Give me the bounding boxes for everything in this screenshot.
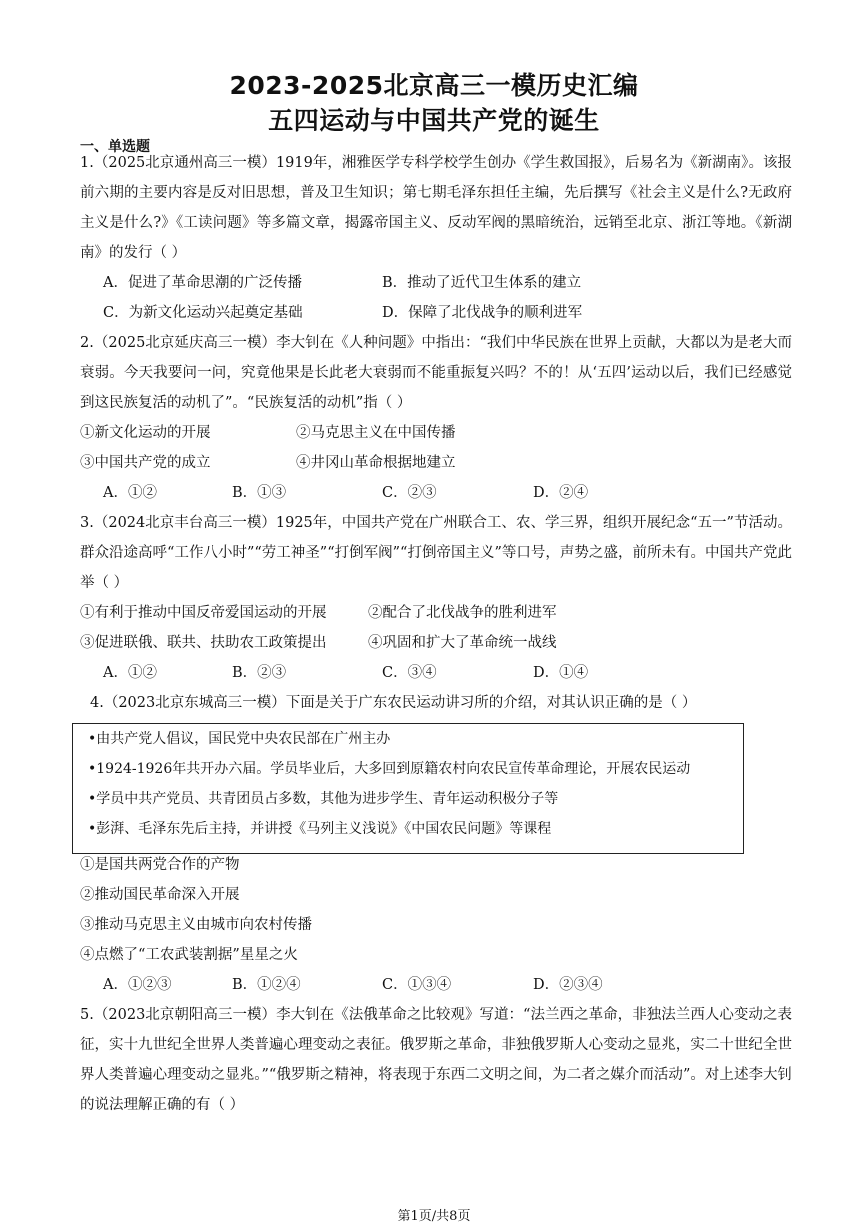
question-2-option-b: B．①③ [232, 485, 287, 501]
question-1-option-c: C．为新文化运动兴起奠定基础 [103, 305, 303, 321]
question-1-option-a: A．促进了革命思潮的广泛传播 [103, 275, 302, 291]
question-4-option-d: D．②③④ [533, 977, 603, 993]
page-title-line2: 五四运动与中国共产党的诞生 [268, 106, 600, 135]
info-box-line: •彭湃、毛泽东先后主持，并讲授《马列主义浅说》《中国农民问题》等课程 [88, 821, 552, 837]
info-box-line: •1924-1926年共开办六届。学员毕业后，大多回到原籍农村向农民宣传革命理论，开展农民运动 [88, 761, 691, 777]
question-3-statement-1: ①有利于推动中国反帝爱国运动的开展 [80, 605, 327, 621]
question-4-statement-3: ③推动马克思主义由城市向农村传播 [80, 917, 312, 933]
page-title-line1: 2023-2025北京高三一模历史汇编 [229, 71, 639, 100]
question-2-option-d: D．②④ [533, 485, 589, 501]
question-2-statement-2: ②马克思主义在中国传播 [296, 425, 456, 441]
page-footer: 第1页/共8页 [397, 1209, 471, 1224]
question-4-option-a: A．①②③ [103, 977, 172, 993]
question-3-statement-3: ③促进联俄、联共、扶助农工政策提出 [80, 635, 327, 651]
question-4-statement-2: ②推动国民革命深入开展 [80, 887, 240, 903]
question-3-statement-2: ②配合了北伐战争的胜利进军 [368, 605, 557, 621]
question-1-stem: 1.（2025北京通州高三一模）1919年，湘雅医学专科学校学生创办《学生救国报》，后易名为《新湖南》。该报前六期的主要内容是反对旧思想，普及卫生知识；第七期毛泽东担任主编，先后撰写《社会主义是什么?无政府主义是什么?》《工读问题》等多篇文章，揭露帝国主义、反动军阀的黑暗统治，远销至北京、浙江等地。《新湖南》的发行（ ） [80, 155, 792, 261]
info-box-line: •学员中共产党员、共青团员占多数，其他为进步学生、青年运动积极分子等 [88, 791, 559, 807]
question-1-option-b: B．推动了近代卫生体系的建立 [382, 275, 582, 291]
section-heading: 一、单选题 [80, 139, 150, 155]
question-3-statement-4: ④巩固和扩大了革命统一战线 [368, 635, 557, 651]
info-box-line: •由共产党人倡议，国民党中央农民部在广州主办 [88, 731, 391, 747]
question-3-option-d: D．①④ [533, 665, 589, 681]
question-2-stem: 2.（2025北京延庆高三一模）李大钊在《人种问题》中指出：“我们中华民族在世界上贡献，大都以为是老大而衰弱。今天我要问一问，究竟他果是长此老大衰弱而不能重振复兴吗？不的！从‘五四’运动以后，我们已经感觉到这民族复活的动机了”。“民族复活的动机”指（ ） [80, 335, 792, 411]
question-2-option-c: C．②③ [382, 485, 437, 501]
question-4-stem: 4.（2023北京东城高三一模）下面是关于广东农民运动讲习所的介绍，对其认识正确的是（ ） [90, 695, 697, 711]
question-4-option-c: C．①③④ [382, 977, 452, 993]
question-2-option-a: A．①② [103, 485, 157, 501]
question-3-option-b: B．②③ [232, 665, 287, 681]
question-2-statement-3: ③中国共产党的成立 [80, 455, 211, 471]
question-2-statement-4: ④井冈山革命根据地建立 [296, 455, 456, 471]
question-3-stem: 3.（2024北京丰台高三一模）1925年，中国共产党在广州联合工、农、学三界，组织开展纪念“五一”节活动。群众沿途高呼“工作八小时”“劳工神圣”“打倒军阀”“打倒帝国主义”等口号，声势之盛，前所未有。中国共产党此举（ ） [80, 515, 792, 591]
question-5-stem: 5.（2023北京朝阳高三一模）李大钊在《法俄革命之比较观》写道：“法兰西之革命，非独法兰西人心变动之表征，实十九世纪全世界人类普遍心理变动之表征。俄罗斯之革命，非独俄罗斯人心变动之显兆，实二十世纪全世界人类普遍心理变动之显兆。”“俄罗斯之精神，将表现于东西二文明之间，为二者之媒介而活动”。对上述李大钊的说法理解正确的有（ ） [80, 1007, 792, 1113]
question-4-statement-1: ①是国共两党合作的产物 [80, 857, 240, 873]
question-3-option-a: A．①② [103, 665, 157, 681]
question-2-statement-1: ①新文化运动的开展 [80, 425, 211, 441]
question-1-option-d: D．保障了北伐战争的顺利进军 [382, 305, 583, 321]
question-4-option-b: B．①②④ [232, 977, 301, 993]
question-3-option-c: C．③④ [382, 665, 437, 681]
question-4-statement-4: ④点燃了“工农武装割据”星星之火 [80, 947, 298, 963]
